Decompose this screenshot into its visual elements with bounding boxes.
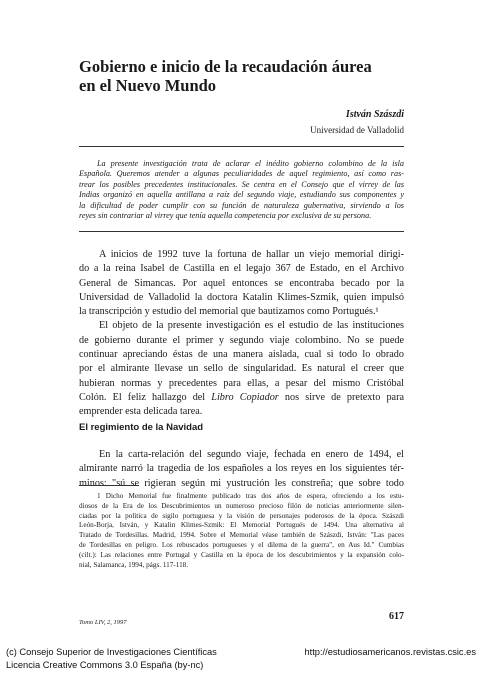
body-line: General de Simancas. Por aquel entonces se encontraba becado por la	[79, 277, 404, 289]
footnote	[79, 492, 404, 570]
footnote-line: Tratado de Tordesillas. Madrid, 1994. Sobre el Memorial véase también de Szászdi, István: "Las paces	[79, 531, 404, 540]
abstract-bottom-rule	[79, 231, 404, 232]
body-line: En la carta-relación del segundo viaje, fechada en enero de 1494, el	[99, 449, 404, 460]
title-line: en el Nuevo Mundo	[79, 76, 217, 95]
abstract-line: La presente investigación trata de aclarar el inédito gobierno colombino de la isla	[97, 159, 404, 168]
footnote-line: 1 Dicho Memorial fue finalmente publicado tras dos años de espera, ofreciendo a los estu-	[97, 492, 404, 500]
abstract-line: trear los posibles precedentes institucionales. Se centra en el Consejo que el virrey de las	[79, 179, 404, 189]
abstract-line: la dificultad de poder cumplir con su función de naturaleza gubernativa, sirviendo a los	[79, 200, 404, 210]
body-line: A inicios de 1992 tuve la fortuna de hallar un viejo memorial dirigi-	[99, 249, 404, 260]
body-text: Colón. El feliz hallazgo del	[79, 391, 212, 403]
body-line-with-italic	[79, 391, 404, 405]
license-line: Licencia Creative Commons 3.0 España (by-nc)	[6, 659, 204, 670]
abstract-line: reyes sin contrariar al virrey que tenía aquella competencia por exclusiva de su persona.	[79, 211, 372, 221]
journal-reference: Tomo LIV, 2, 1997	[79, 619, 127, 626]
body-line: la transcripción y estudio del memorial que bautizamos como Portugués.¹	[79, 306, 379, 318]
footnote-line: nial, Salamanca, 1994, págs. 117-118.	[79, 560, 189, 569]
body-text: nos sirve de pretexto para	[278, 391, 404, 403]
footnote-line: diosos de la Era de los Descubrimientos un numeroso precioso filón de noticias anteriormente silen-	[79, 501, 404, 510]
libro-copiador-title: Libro Copiador	[211, 391, 279, 403]
body-line: de gobierno durante el primer y segundo viaje colombino. No se puede	[79, 334, 404, 346]
page-number: 617	[389, 611, 404, 622]
body-line: do a la reina Isabel de Castilla en el legajo 367 de Estado, en el Archivo	[79, 263, 404, 275]
abstract-line: Española. Queremos atender a algunas peculiaridades de aquel regimiento, así como ras-	[79, 169, 404, 179]
license-footer	[6, 646, 217, 671]
section-heading: El regimiento de la Navidad	[79, 422, 204, 433]
abstract-line: Indias organizó en aquella antillana a raíz del segundo viaje, estudiando sus componentes y	[79, 190, 404, 200]
abstract	[79, 159, 404, 221]
body-line: Universidad de Valladolid la doctora Katalin Klimes-Szmik, quien impulsó	[79, 291, 404, 303]
footnote-line: de Tordesillas en peligro. Los rebuscados portugueses y el dilema de la guerra", en Aus Id." Cumbias	[79, 540, 404, 549]
body-line: El objeto de la presente investigación es el estudio de las instituciones	[99, 320, 404, 332]
abstract-top-rule	[79, 146, 404, 147]
article-title	[79, 57, 409, 95]
author-affiliation: Universidad de Valladolid	[310, 125, 404, 135]
body-line: por el almirante llevase un sello de singularidad. Es natural el creer que	[79, 363, 404, 375]
body-section-intro	[79, 248, 404, 420]
copyright-line: (c) Consejo Superior de Investigaciones Científicas	[6, 647, 217, 657]
body-line: minos: "sú se rigieran según mi yustrución les constreña; que sobre todo	[79, 477, 404, 489]
footnote-line: León-Borja, István, y Katalin Klimes-Szmik: El Memorial Portugués de 1494. Una alternativa al	[79, 521, 404, 530]
body-line: almirante narró la tragedia de los españoles a los reyes en los siguientes tér-	[79, 463, 404, 475]
footnote-line: ciadas por la política de sigilo portuguesa y la visión de personajes poderosos de la época. Szászdi	[79, 511, 404, 520]
title-line: Gobierno e inicio de la recaudación áurea	[79, 57, 372, 76]
body-line: emprender esta delicada tarea.	[79, 406, 203, 418]
journal-url-link[interactable]: http://estudiosamericanos.revistas.csic.es	[304, 647, 476, 657]
footnote-line: (cilt.): Las relaciones entre Portugal y Castilla en la época de los descubrimientos y la expansión colo-	[79, 550, 404, 559]
body-line: continuar apreciando éstas de una manera aislada, cual si todo lo obrado	[79, 349, 404, 361]
footnote-rule	[79, 485, 139, 486]
body-line: hubieran normas y precedentes para ellas, a pesar del mismo Cristóbal	[79, 377, 404, 389]
author-name: István Szászdi	[345, 109, 404, 120]
journal-url-footer	[304, 646, 476, 659]
